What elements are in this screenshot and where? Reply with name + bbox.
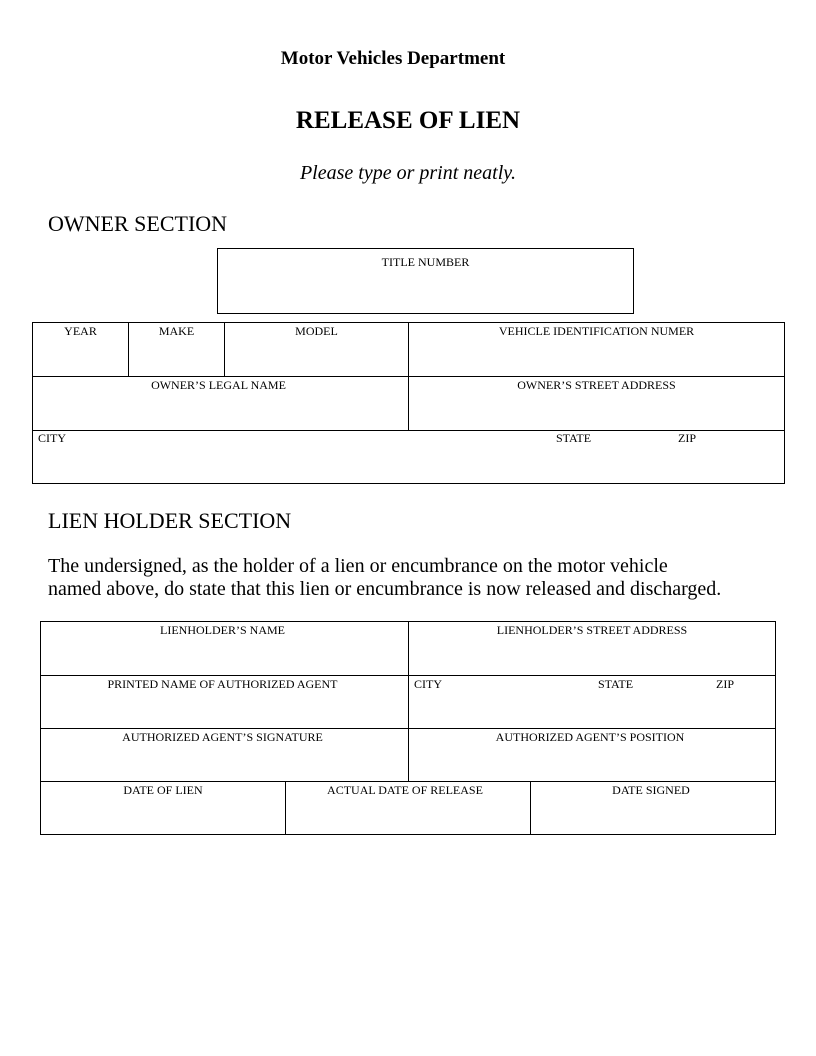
agent-signature-input[interactable] — [42, 747, 407, 780]
lienholder-address-input[interactable] — [410, 640, 774, 673]
lien-holder-section-heading: LIEN HOLDER SECTION — [48, 508, 292, 533]
lienholder-state-label: STATE — [598, 677, 634, 691]
title-number-label: TITLE NUMBER — [381, 255, 470, 269]
model-label: MODEL — [295, 324, 338, 338]
agent-position-label: AUTHORIZED AGENT’S POSITION — [495, 730, 685, 744]
owner-address-input[interactable] — [410, 395, 783, 428]
date-of-lien-label: DATE OF LIEN — [123, 783, 203, 797]
release-statement-line-1: The undersigned, as the holder of a lien or encumbrance on the motor vehicle — [48, 555, 668, 577]
actual-release-date-input[interactable] — [287, 800, 529, 833]
title-number-input[interactable] — [220, 277, 631, 309]
form-title: RELEASE OF LIEN — [295, 107, 521, 134]
title-number-box — [217, 248, 634, 314]
date-signed-label: DATE SIGNED — [612, 783, 690, 797]
owner-state-label: STATE — [556, 431, 592, 445]
make-input[interactable] — [130, 341, 223, 374]
owner-state-input[interactable] — [548, 448, 666, 481]
vin-input[interactable] — [410, 341, 783, 374]
actual-release-date-label: ACTUAL DATE OF RELEASE — [327, 783, 483, 797]
owner-name-label: OWNER’S LEGAL NAME — [151, 378, 286, 392]
agent-signature-label: AUTHORIZED AGENT’S SIGNATURE — [122, 730, 323, 744]
model-input[interactable] — [226, 341, 407, 374]
date-signed-input[interactable] — [532, 800, 774, 833]
vin-label: VEHICLE IDENTIFICATION NUMER — [498, 324, 695, 338]
lienholder-city-input[interactable] — [410, 694, 594, 727]
lienholder-city-label: CITY — [414, 677, 442, 691]
year-input[interactable] — [34, 341, 127, 374]
owner-address-label: OWNER’S STREET ADDRESS — [517, 378, 676, 392]
owner-city-label: CITY — [38, 431, 66, 445]
lienholder-name-input[interactable] — [42, 640, 407, 673]
lienholder-zip-input[interactable] — [712, 694, 774, 727]
release-statement-line-2: named above, do state that this lien or encumbrance is now released and discharged. — [48, 578, 722, 600]
owner-name-input[interactable] — [34, 395, 407, 428]
department-name: Motor Vehicles Department — [280, 48, 506, 69]
lienholder-address-label: LIENHOLDER’S STREET ADDRESS — [496, 623, 688, 637]
owner-zip-label: ZIP — [678, 431, 696, 445]
owner-section-heading: OWNER SECTION — [48, 211, 228, 236]
agent-name-label: PRINTED NAME OF AUTHORIZED AGENT — [107, 677, 338, 691]
lienholder-name-label: LIENHOLDER’S NAME — [160, 623, 285, 637]
form-instruction: Please type or print neatly. — [299, 162, 517, 184]
year-label: YEAR — [64, 324, 97, 338]
owner-city-input[interactable] — [34, 448, 544, 481]
owner-info-grid — [32, 322, 785, 484]
lienholder-state-input[interactable] — [596, 694, 710, 727]
agent-position-input[interactable] — [410, 747, 774, 780]
make-label: MAKE — [158, 324, 195, 338]
lienholder-info-grid — [40, 621, 776, 835]
lienholder-zip-label: ZIP — [716, 677, 734, 691]
owner-zip-input[interactable] — [670, 448, 783, 481]
date-of-lien-input[interactable] — [42, 800, 284, 833]
release-statement — [48, 555, 808, 601]
agent-name-input[interactable] — [42, 694, 407, 727]
